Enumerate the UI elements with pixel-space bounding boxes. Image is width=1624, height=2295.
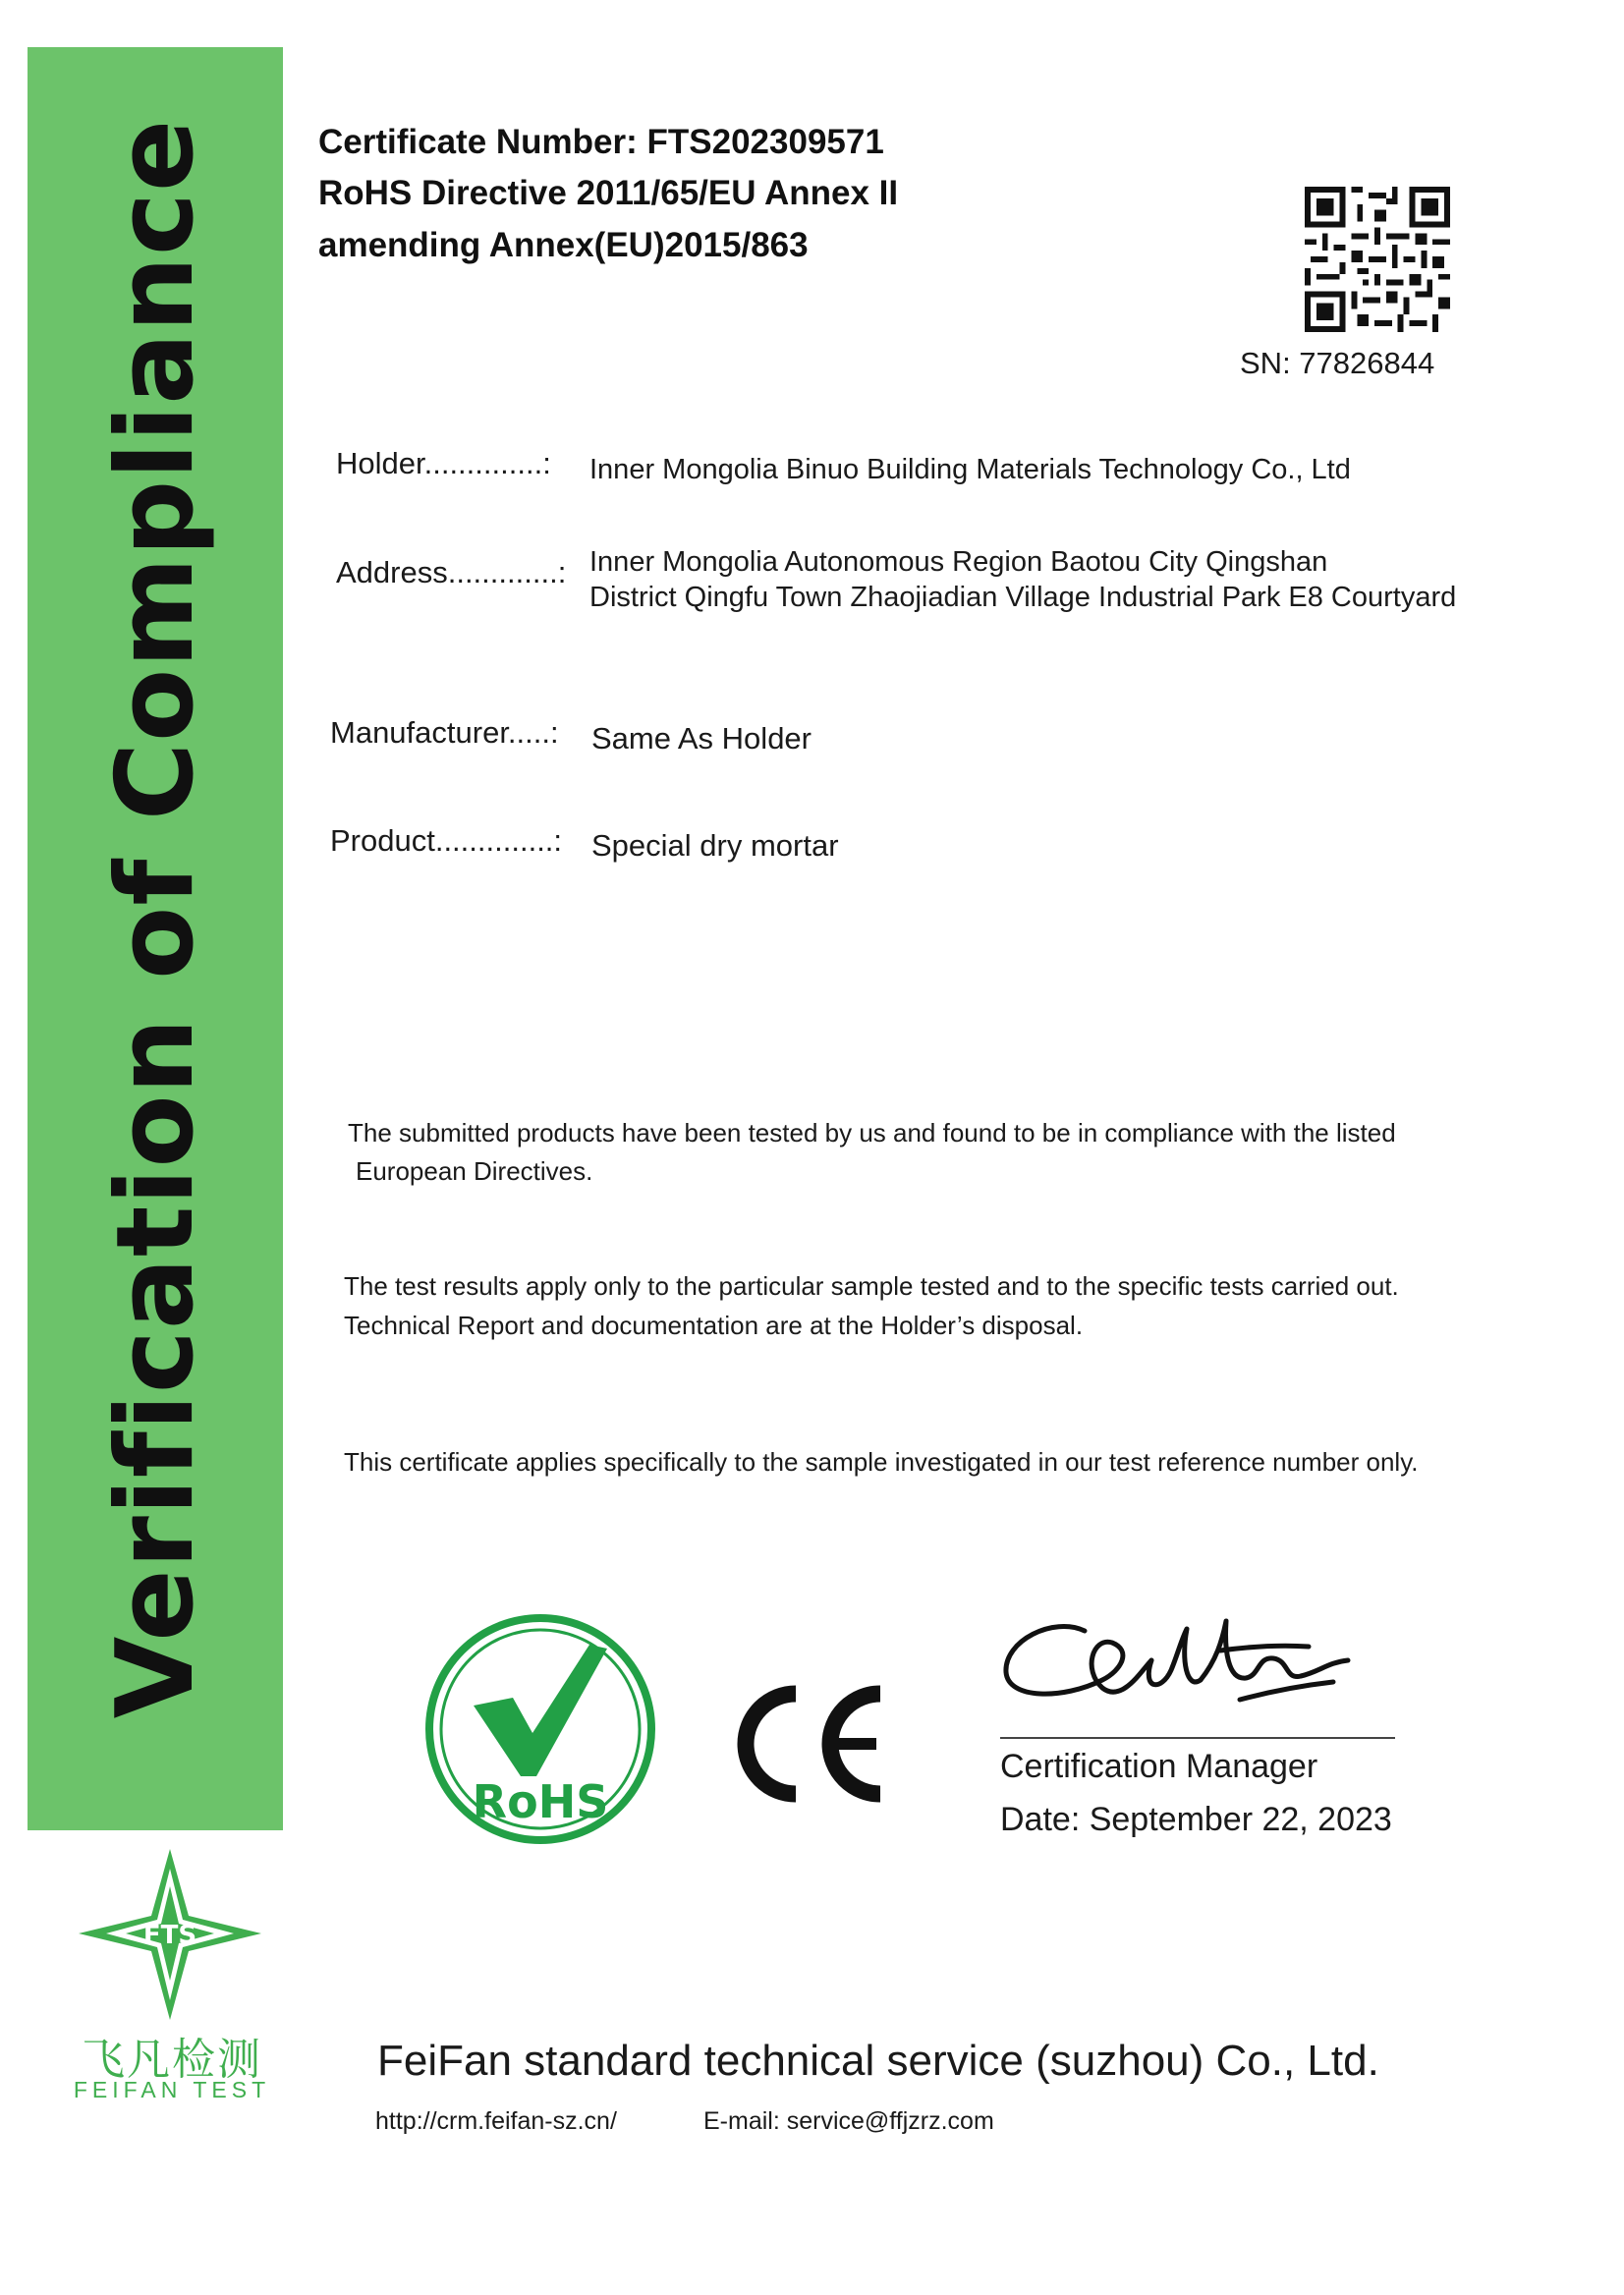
website-link[interactable]: http://crm.feifan-sz.cn/ [375,2107,617,2135]
rohs-text: RoHS [472,1775,609,1828]
address-line-2: District Qingfu Town Zhaojiadian Village Industrial Park E8 Courtyard [589,582,1457,613]
ce-mark [735,1682,888,1806]
product-label: Product..............: [330,823,563,858]
signatory-title: Certification Manager [1000,1748,1318,1785]
manufacturer-label: Manufacturer.....: [330,715,559,750]
email-link[interactable]: E-mail: service@ffjzrz.com [703,2107,994,2135]
holder-value: Inner Mongolia Binuo Building Materials Technology Co., Ltd [589,454,1351,485]
fts-logo [77,1847,263,2024]
product-value: Special dry mortar [591,828,839,863]
statement-2-line-2: Technical Report and documentation are at the Holder’s disposal. [344,1311,1084,1340]
issuer-name-english: FEIFAN TEST [73,2077,271,2102]
qr-code [1305,187,1450,332]
holder-label: Holder..............: [336,446,551,480]
manager-signature [994,1601,1368,1729]
issuer-name-chinese: 飞凡检测 [82,2036,262,2084]
directive-line-2: amending Annex(EU)2015/863 [318,226,809,264]
directive-line-1: RoHS Directive 2011/65/EU Annex II [318,174,899,212]
fts-badge-text: FTS [142,1921,197,1950]
statement-1-line-1: The submitted products have been tested by us and found to be in compliance with the listed [348,1118,1396,1148]
statement-1-line-2: European Directives. [356,1156,593,1186]
rohs-mark [422,1611,658,1847]
serial-number: SN: 77826844 [1240,346,1435,380]
signature-line [1000,1737,1395,1739]
company-name: FeiFan standard technical service (suzhou) Co., Ltd. [377,2037,1379,2085]
manufacturer-value: Same As Holder [591,721,812,756]
statement-3: This certificate applies specifically to the sample investigated in our test reference number only. [344,1447,1419,1477]
address-label: Address.............: [336,555,567,589]
banner-title: Verification of Compliance [93,118,217,1719]
certificate-number: Certificate Number: FTS202309571 [318,123,884,161]
issue-date: Date: September 22, 2023 [1000,1801,1392,1838]
address-line-1: Inner Mongolia Autonomous Region Baotou City Qingshan [589,546,1328,578]
statement-2-line-1: The test results apply only to the particular sample tested and to the specific tests carried out. [344,1271,1399,1301]
